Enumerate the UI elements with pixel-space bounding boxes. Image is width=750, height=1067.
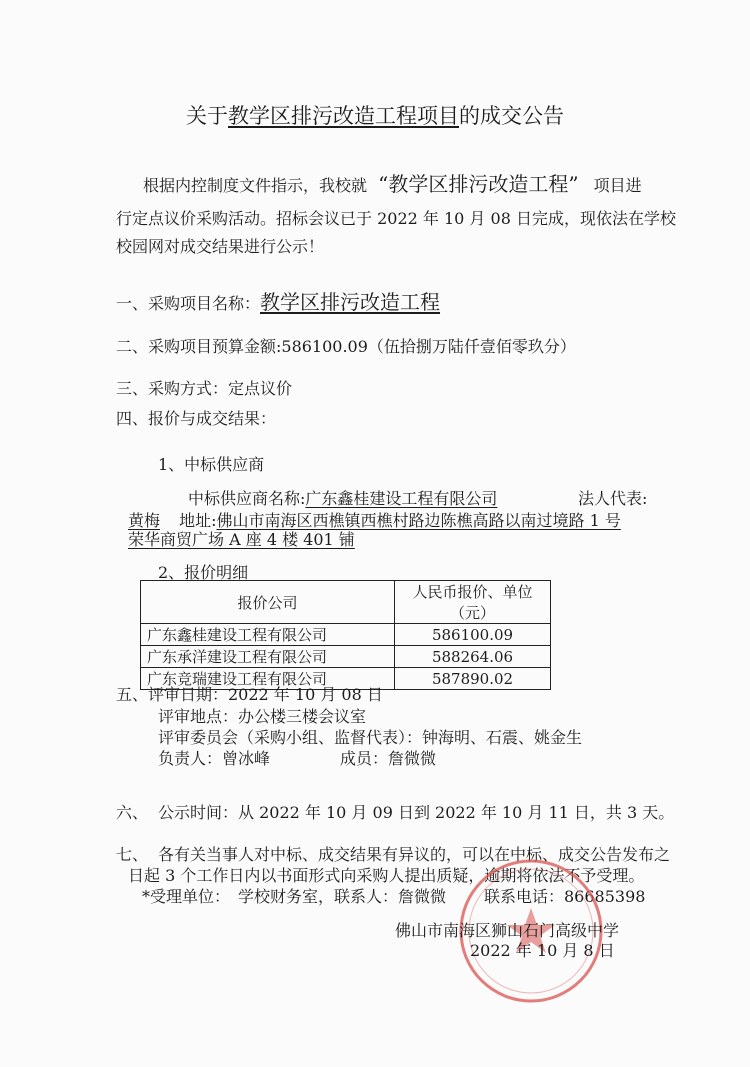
intro-line-2: 行定点议价采购活动。招标会议已于 2022 年 10 月 08 日完成，现依法在学校 xyxy=(116,209,676,228)
section-4: 四、报价与成交结果： xyxy=(116,409,277,428)
supplier-label: 中标供应商名称: xyxy=(188,489,306,508)
page-title xyxy=(0,100,750,130)
section-7-line-2: 日起 3 个工作日内以书面形式向采购人提出质疑，逾期将依法不予受理。 xyxy=(128,866,645,885)
table-row xyxy=(141,624,551,646)
section-1 xyxy=(116,286,440,315)
intro-line-3: 校园网对成交结果进行公示！ xyxy=(116,237,325,256)
winner-heading: 1、中标供应商 xyxy=(158,455,265,474)
section-1-label: 一、采购项目名称： xyxy=(116,294,261,313)
address-label: 地址: xyxy=(179,511,217,530)
quote-col-company: 报价公司 xyxy=(141,581,395,624)
contact-unit: *受理单位： 学校财务室，联系人：詹微微 xyxy=(142,887,447,906)
signature-school: 佛山市南海区狮山石门高级中学 xyxy=(395,921,620,940)
intro-line-1 xyxy=(143,168,642,197)
winner-line-3 xyxy=(128,527,373,550)
signature-date: 2022 年 10 月 8 日 xyxy=(470,941,615,960)
legal-rep-name: 黄梅 xyxy=(128,511,161,530)
quote-heading: 2、报价明细 xyxy=(158,563,249,582)
review-leader: 负责人：曾冰峰 xyxy=(158,749,271,768)
title-project: 教学区排污改造工程项目 xyxy=(228,104,459,128)
quote-price: 586100.09 xyxy=(395,624,551,646)
quote-col-price: 人民币报价、单位（元） xyxy=(395,581,551,624)
address-line-1: 佛山市南海区西樵镇西樵村路边陈樵高路以南过境路 1 号 xyxy=(216,511,621,530)
section-2: 二、采购项目预算金额:586100.09（伍拾捌万陆仟壹佰零玖分） xyxy=(116,337,576,356)
quote-price: 587890.02 xyxy=(395,668,551,690)
section-6-text: 公示时间：从 2022 年 10 月 09 日到 2022 年 10 月 11 日，共 3 天。 xyxy=(158,803,675,822)
winner-line-1 xyxy=(188,486,577,509)
legal-rep-label: 法人代表: xyxy=(578,489,648,508)
quote-table-header xyxy=(141,581,551,624)
supplier-name: 广东鑫桂建设工程有限公司 xyxy=(305,489,498,508)
title-prefix: 关于 xyxy=(186,104,228,128)
section-7-num: 七、 xyxy=(116,845,149,864)
intro-text-tail: 项目进 xyxy=(593,176,642,195)
quote-price: 588264.06 xyxy=(395,646,551,668)
review-date: 五、评审日期：2022 年 10 月 08 日 xyxy=(116,685,383,704)
quote-company: 广东承洋建设工程有限公司 xyxy=(141,646,395,668)
section-6-num: 六、 xyxy=(116,803,149,822)
review-member: 成员：詹微微 xyxy=(340,749,437,768)
table-row xyxy=(141,646,551,668)
section-7-line-1: 各有关当事人对中标、成交结果有异议的，可以在中标、成交公告发布之 xyxy=(158,845,671,864)
intro-text: 根据内控制度文件指示，我校就 xyxy=(143,176,368,195)
intro-project-name: “教学区排污改造工程” xyxy=(378,172,579,196)
review-committee: 评审委员会（采购小组、监督代表）：钟海明、石震、姚金生 xyxy=(158,728,583,747)
address-line-2: 荣华商贸广场 A 座 4 楼 401 铺 xyxy=(128,530,355,549)
title-suffix: 的成交公告 xyxy=(459,104,564,128)
quote-company: 广东鑫桂建设工程有限公司 xyxy=(141,624,395,646)
contact-phone: 联系电话：86685398 xyxy=(484,887,646,906)
section-3: 三、采购方式：定点议价 xyxy=(116,379,293,398)
quote-table xyxy=(140,580,551,690)
section-1-value: 教学区排污改造工程 xyxy=(260,290,441,314)
quote-company: 广东竞瑞建设工程有限公司 xyxy=(141,668,395,690)
review-location: 评审地点：办公楼三楼会议室 xyxy=(158,707,367,726)
